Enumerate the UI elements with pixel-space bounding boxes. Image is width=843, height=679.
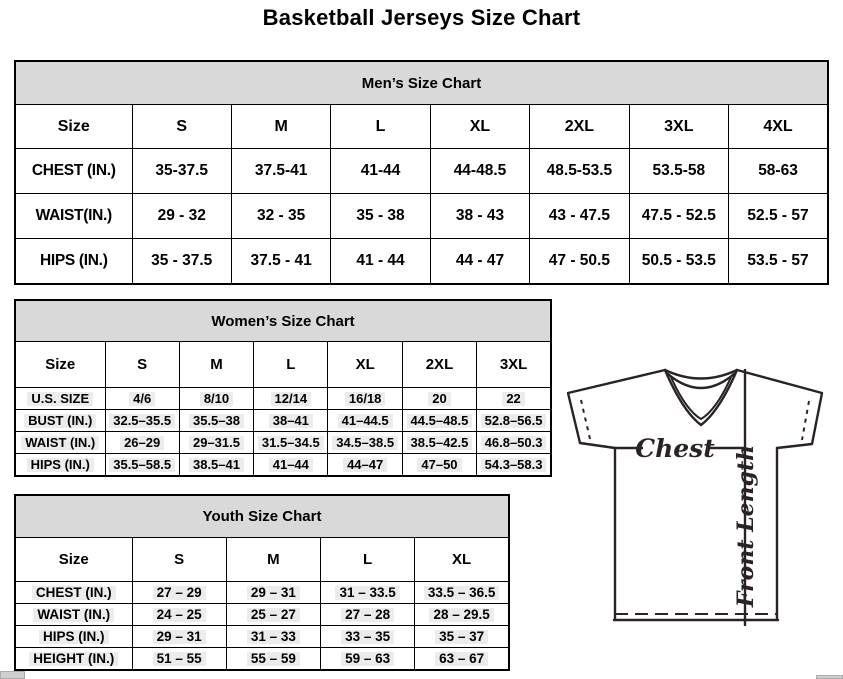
size-value: 44.5–48.5 xyxy=(402,410,476,432)
size-value: 31 – 33 xyxy=(226,626,320,648)
womens-col-header: XL xyxy=(328,342,402,388)
youth-row-label: CHEST (IN.) xyxy=(15,582,132,604)
youth-col-header: XL xyxy=(415,538,509,582)
size-value: 20 xyxy=(402,388,476,410)
size-value: 41-44 xyxy=(331,149,430,194)
size-value: 58-63 xyxy=(729,149,828,194)
womens-col-header: 3XL xyxy=(477,342,551,388)
jersey-outline xyxy=(568,370,822,620)
mens-size-table xyxy=(14,60,829,285)
womens-col-header: Size xyxy=(15,342,105,388)
size-value: 37.5-41 xyxy=(231,149,330,194)
womens-col-header: M xyxy=(179,342,253,388)
size-value: 33.5 – 36.5 xyxy=(415,582,509,604)
mens-col-header: L xyxy=(331,105,430,149)
size-value: 38.5–41 xyxy=(179,454,253,477)
size-value: 4/6 xyxy=(105,388,179,410)
size-value: 41 - 44 xyxy=(331,239,430,285)
youth-row-label: WAIST (IN.) xyxy=(15,604,132,626)
size-value: 25 – 27 xyxy=(226,604,320,626)
mens-col-header: Size xyxy=(15,105,132,149)
womens-row-label: WAIST (IN.) xyxy=(15,432,105,454)
mens-col-header: S xyxy=(132,105,231,149)
size-value: 43 - 47.5 xyxy=(530,194,629,239)
size-value: 29 – 31 xyxy=(226,582,320,604)
size-value: 35 – 37 xyxy=(415,626,509,648)
size-value: 44–47 xyxy=(328,454,402,477)
h-scrollbar-right-button[interactable] xyxy=(816,675,843,679)
size-value: 38–41 xyxy=(254,410,328,432)
size-value: 47 - 50.5 xyxy=(530,239,629,285)
size-value: 26–29 xyxy=(105,432,179,454)
womens-col-header: L xyxy=(254,342,328,388)
mens-table-caption: Men’s Size Chart xyxy=(15,61,828,105)
size-value: 59 – 63 xyxy=(321,648,415,671)
size-value: 35.5–38 xyxy=(179,410,253,432)
youth-col-header: Size xyxy=(15,538,132,582)
size-value: 29 - 32 xyxy=(132,194,231,239)
size-value: 32.5–35.5 xyxy=(105,410,179,432)
size-value: 38 - 43 xyxy=(430,194,529,239)
size-value: 35-37.5 xyxy=(132,149,231,194)
size-value: 48.5-53.5 xyxy=(530,149,629,194)
size-value: 41–44 xyxy=(254,454,328,477)
womens-row-label: BUST (IN.) xyxy=(15,410,105,432)
size-value: 53.5-58 xyxy=(629,149,728,194)
mens-col-header: 2XL xyxy=(530,105,629,149)
size-value: 54.3–58.3 xyxy=(477,454,551,477)
mens-col-header: 3XL xyxy=(629,105,728,149)
womens-row-label: U.S. SIZE xyxy=(15,388,105,410)
jersey-measurement-diagram xyxy=(556,360,840,674)
size-value: 53.5 - 57 xyxy=(729,239,828,285)
mens-col-header: M xyxy=(231,105,330,149)
mens-row-label: WAIST(IN.) xyxy=(15,194,132,239)
size-value: 33 – 35 xyxy=(321,626,415,648)
size-value: 44-48.5 xyxy=(430,149,529,194)
size-value: 12/14 xyxy=(254,388,328,410)
womens-col-header: 2XL xyxy=(402,342,476,388)
size-value: 63 – 67 xyxy=(415,648,509,671)
size-value: 16/18 xyxy=(328,388,402,410)
mens-row-label: HIPS (IN.) xyxy=(15,239,132,285)
size-value: 35 - 37.5 xyxy=(132,239,231,285)
mens-col-header: 4XL xyxy=(729,105,828,149)
h-scrollbar-left-button[interactable] xyxy=(0,671,25,679)
size-value: 38.5–42.5 xyxy=(402,432,476,454)
youth-col-header: S xyxy=(132,538,226,582)
size-value: 31.5–34.5 xyxy=(254,432,328,454)
size-value: 51 – 55 xyxy=(132,648,226,671)
size-value: 31 – 33.5 xyxy=(321,582,415,604)
size-value: 52.8–56.5 xyxy=(477,410,551,432)
size-value: 46.8–50.3 xyxy=(477,432,551,454)
size-value: 28 – 29.5 xyxy=(415,604,509,626)
size-value: 35.5–58.5 xyxy=(105,454,179,477)
size-value: 8/10 xyxy=(179,388,253,410)
size-value: 24 – 25 xyxy=(132,604,226,626)
womens-table-caption: Women’s Size Chart xyxy=(15,300,551,342)
size-value: 52.5 - 57 xyxy=(729,194,828,239)
size-value: 29 – 31 xyxy=(132,626,226,648)
front-length-label: Front Length xyxy=(733,444,759,608)
size-value: 47–50 xyxy=(402,454,476,477)
size-value: 50.5 - 53.5 xyxy=(629,239,728,285)
measurement-lines xyxy=(615,369,745,626)
youth-table-caption: Youth Size Chart xyxy=(15,495,509,538)
mens-row-label: CHEST (IN.) xyxy=(15,149,132,194)
size-value: 27 – 29 xyxy=(132,582,226,604)
size-value: 34.5–38.5 xyxy=(328,432,402,454)
youth-col-header: M xyxy=(226,538,320,582)
size-value: 41–44.5 xyxy=(328,410,402,432)
size-value: 27 – 28 xyxy=(321,604,415,626)
page-title: Basketball Jerseys Size Chart xyxy=(262,5,581,30)
size-value: 35 - 38 xyxy=(331,194,430,239)
chest-label: Chest xyxy=(635,434,715,463)
youth-row-label: HIPS (IN.) xyxy=(15,626,132,648)
womens-row-label: HIPS (IN.) xyxy=(15,454,105,477)
youth-size-table xyxy=(14,494,510,671)
mens-col-header: XL xyxy=(430,105,529,149)
youth-row-label: HEIGHT (IN.) xyxy=(15,648,132,671)
size-value: 44 - 47 xyxy=(430,239,529,285)
womens-size-table xyxy=(14,299,552,477)
youth-col-header: L xyxy=(321,538,415,582)
size-value: 32 - 35 xyxy=(231,194,330,239)
size-value: 22 xyxy=(477,388,551,410)
size-value: 29–31.5 xyxy=(179,432,253,454)
womens-col-header: S xyxy=(105,342,179,388)
size-value: 47.5 - 52.5 xyxy=(629,194,728,239)
size-value: 55 – 59 xyxy=(226,648,320,671)
size-value: 37.5 - 41 xyxy=(231,239,330,285)
